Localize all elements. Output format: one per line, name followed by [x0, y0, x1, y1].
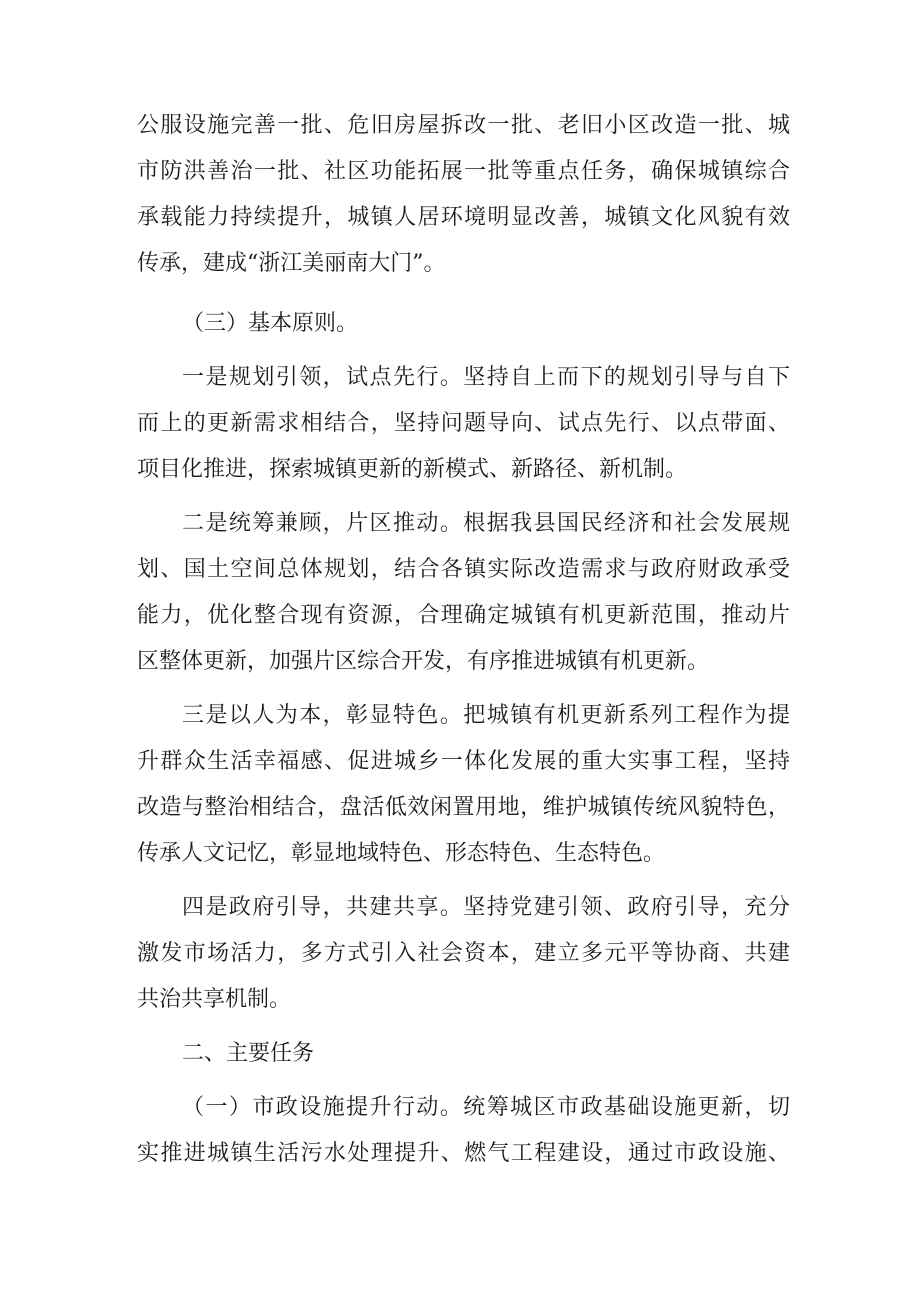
text-line: 一是规划引领，试点先行。坚持自上而下的规划引导与自下 [182, 365, 790, 390]
text-line: 项目化推进，探索城镇更新的新模式、新路径、新机制。 [137, 457, 688, 482]
text-line: 四是政府引导，共建共享。坚持党建引领、政府引导，充分 [182, 895, 790, 920]
text-line: 三是以人为本，彰显特色。把城镇有机更新系列工程作为提 [182, 703, 790, 728]
text-line: 激发市场活力，多方式引入社会资本，建立多元平等协商、共建 [137, 941, 790, 966]
text-line: 传承人文记忆，彰显地域特色、形态特色、生态特色。 [137, 841, 666, 866]
text-line: 改造与整治相结合，盘活低效闲置用地，维护城镇传统风貌特色， [137, 795, 790, 820]
text-line: （一）市政设施提升行动。统筹城区市政基础设施更新，切 [182, 1095, 790, 1120]
text-line: 传承，建成“浙江美丽南大门”。 [137, 251, 446, 276]
text-line: 区整体更新，加强片区综合开发，有序推进城镇有机更新。 [137, 649, 710, 674]
text-line: 市防洪善治一批、社区功能拓展一批等重点任务，确保城镇综合 [137, 159, 790, 184]
text-line: 实推进城镇生活污水处理提升、燃气工程建设，通过市政设施、 [137, 1141, 790, 1166]
heading-line: 二、主要任务 [182, 1041, 315, 1066]
text-line: 而上的更新需求相结合，坚持问题导向、试点先行、以点带面、 [137, 411, 790, 436]
text-line: 承载能力持续提升，城镇人居环境明显改善，城镇文化风貌有效 [137, 205, 790, 230]
heading-line: （三）基本原则。 [182, 311, 359, 336]
text-line: 二是统筹兼顾，片区推动。根据我县国民经济和社会发展规 [182, 511, 790, 536]
text-line: 公服设施完善一批、危旧房屋拆改一批、老旧小区改造一批、城 [137, 113, 790, 138]
text-line: 共治共享机制。 [137, 987, 292, 1012]
text-line: 能力，优化整合现有资源，合理确定城镇有机更新范围，推动片 [137, 603, 790, 628]
text-line: 升群众生活幸福感、促进城乡一体化发展的重大实事工程，坚持 [137, 749, 790, 774]
text-line: 划、国土空间总体规划，结合各镇实际改造需求与政府财政承受 [137, 557, 790, 582]
